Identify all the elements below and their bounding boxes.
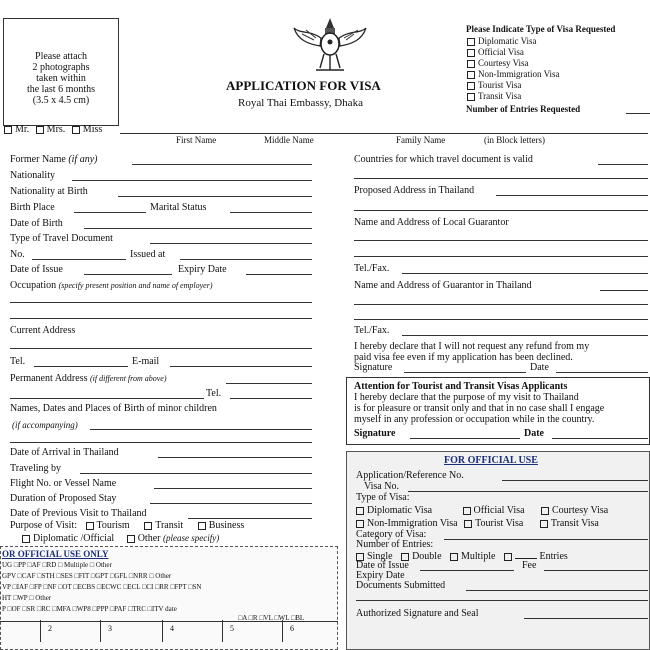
checkbox-icon[interactable] <box>467 38 475 46</box>
grid-cell-number: 3 <box>108 624 112 633</box>
grid-cell-number: 2 <box>48 624 52 633</box>
checkbox-icon[interactable] <box>467 93 475 101</box>
code: ECL <box>127 583 141 591</box>
entries-option-label: Single <box>367 551 393 562</box>
code: AF <box>31 561 41 569</box>
code: UG <box>2 561 13 569</box>
traveling-by-label: Traveling by <box>10 463 62 474</box>
official-type-label: Tourist Visa <box>475 518 524 529</box>
entries-option-label: Double <box>412 551 442 562</box>
number-of-entries-label: Number of Entries: <box>356 539 434 550</box>
code: FPT <box>174 583 187 591</box>
photo-line: 2 photographs <box>32 62 90 73</box>
code: Other <box>95 561 112 569</box>
official-type-label: Official Visa <box>473 505 525 516</box>
code: WP8 <box>76 605 91 613</box>
code: SN <box>192 583 202 591</box>
minor-children-label: Names, Dates and Places of Birth of minor children <box>10 403 217 414</box>
travel-doc-field[interactable] <box>150 243 312 244</box>
permanent-address-label <box>10 373 167 384</box>
checkbox-icon[interactable] <box>467 49 475 57</box>
code: WL <box>278 614 290 622</box>
tel2-label: Tel. <box>206 388 222 399</box>
tel2-field[interactable] <box>230 398 312 399</box>
occupation-field-1[interactable] <box>10 302 312 303</box>
grid-cell-number: 6 <box>290 624 294 633</box>
tel-fax-1-label: Tel./Fax. <box>354 263 390 274</box>
checkbox-icon[interactable] <box>504 553 512 561</box>
code: A <box>242 614 247 622</box>
visa-option[interactable] <box>467 80 521 90</box>
guarantor-thailand-field-3[interactable] <box>354 319 648 320</box>
documents-submitted-label: Documents Submitted <box>356 580 446 591</box>
official-type-label: Courtesy Visa <box>552 505 609 516</box>
official-date-issue-label: Date of Issue <box>356 560 409 571</box>
code: HT <box>2 594 12 602</box>
purpose-row-2 <box>22 533 219 544</box>
app-ref-label: Application/Reference No. <box>356 470 464 481</box>
birth-place-field[interactable] <box>74 212 146 213</box>
code: SR <box>26 605 36 613</box>
code: TRC <box>132 605 146 613</box>
code: ECBS <box>77 583 96 591</box>
permanent-address-field-1[interactable] <box>226 383 312 384</box>
attention-line: myself in any profession or occupation while in the country. <box>354 414 595 425</box>
code: WP <box>17 594 28 602</box>
official-code-row: UG □PP □AF □RD □ Multiple □ Other <box>2 561 112 569</box>
checkbox-icon[interactable] <box>144 522 152 530</box>
official-visa-type-row-2 <box>356 518 599 529</box>
code: BL <box>295 614 305 622</box>
refund-date-label: Date <box>530 362 549 373</box>
fee-label: Fee <box>522 560 537 571</box>
visa-option[interactable] <box>467 47 524 57</box>
grid-cell-number: 4 <box>170 624 174 633</box>
former-name-field[interactable] <box>132 164 312 165</box>
code: Other <box>35 594 52 602</box>
marital-status-label: Marital Status <box>150 202 207 213</box>
code: RC <box>41 605 51 613</box>
middle-name-caption: Middle Name <box>264 135 314 145</box>
occupation-text: Occupation <box>10 280 57 291</box>
permanent-address-text: Permanent Address <box>10 373 88 384</box>
official-code-row: □A □R □VL □WL □BL <box>238 614 305 622</box>
checkbox-icon[interactable] <box>467 71 475 79</box>
flight-no-label: Flight No. or Vessel Name <box>10 478 117 489</box>
code: CAF <box>21 572 36 580</box>
entries-suffix-label: Entries <box>539 551 568 562</box>
checkbox-icon[interactable] <box>541 507 549 515</box>
local-guarantor-field-2[interactable] <box>354 256 648 257</box>
minor-children-field-1[interactable] <box>90 429 312 430</box>
if-accompanying-note: (if accompanying) <box>12 420 78 430</box>
attention-date-field[interactable] <box>552 438 648 439</box>
previous-visit-label: Date of Previous Visit to Thailand <box>10 508 147 519</box>
photo-box <box>3 18 119 126</box>
authorized-signature-label: Authorized Signature and Seal <box>356 608 479 619</box>
attention-line: I hereby declare that the purpose of my visit to Thailand <box>354 392 579 403</box>
code: Multiple <box>64 561 89 569</box>
code: STH <box>41 572 55 580</box>
official-grid-top <box>0 621 338 622</box>
documents-submitted-field-2[interactable] <box>356 600 648 601</box>
nationality-birth-label: Nationality at Birth <box>10 186 88 197</box>
current-address-label: Current Address <box>10 325 76 336</box>
code: NRR <box>133 572 148 580</box>
issued-at-label: Issued at <box>130 249 166 260</box>
refund-signature-label: Signature <box>354 362 393 373</box>
grid-cell-number: 5 <box>230 624 234 633</box>
code: R <box>252 614 258 622</box>
tel-label: Tel. <box>10 356 26 367</box>
proposed-address-label: Proposed Address in Thailand <box>354 185 475 196</box>
if-any-note: (if any) <box>68 154 98 165</box>
official-code-row: HT □WP □ Other <box>2 594 52 602</box>
expiry-date-label: Expiry Date <box>178 264 227 275</box>
photo-line: Please attach <box>35 51 87 62</box>
attention-heading: Attention for Tourist and Transit Visas Applicants <box>354 381 568 392</box>
code: GPT <box>95 572 109 580</box>
documents-submitted-field-1[interactable] <box>466 590 648 591</box>
purpose-transit-label: Transit <box>155 520 184 531</box>
countries-valid-field-2[interactable] <box>354 178 648 179</box>
checkbox-icon[interactable] <box>463 507 471 515</box>
checkbox-icon[interactable] <box>22 535 30 543</box>
visa-option-label: Courtesy Visa <box>478 58 529 68</box>
refund-declaration-line-1: I hereby declare that I will not request any refund from my <box>354 341 590 352</box>
grid-divider <box>282 620 283 642</box>
code: ECWC <box>101 583 122 591</box>
former-name-label <box>10 154 97 165</box>
code: OF <box>11 605 21 613</box>
type-of-visa-label: Type of Visa: <box>356 492 410 503</box>
tel-fax-1-field[interactable] <box>402 273 648 274</box>
entries-requested-field[interactable] <box>626 113 650 114</box>
checkbox-icon[interactable] <box>127 535 135 543</box>
first-name-caption: First Name <box>176 135 217 145</box>
checkbox-icon[interactable] <box>86 522 94 530</box>
visa-option[interactable] <box>467 91 521 101</box>
proposed-address-field-1[interactable] <box>496 195 648 196</box>
former-name-text: Former Name <box>10 154 66 165</box>
family-name-caption: Family Name <box>396 135 446 145</box>
tel-field[interactable] <box>34 366 128 367</box>
code: CI <box>146 583 154 591</box>
photo-line: taken within <box>36 73 86 84</box>
proposed-address-field-2[interactable] <box>354 210 648 211</box>
checkbox-icon[interactable] <box>464 520 472 528</box>
occupation-field-2[interactable] <box>10 318 312 319</box>
category-field[interactable] <box>444 539 648 540</box>
date-arrival-label: Date of Arrival in Thailand <box>10 447 119 458</box>
code: ITV date <box>151 605 177 613</box>
authorized-signature-field[interactable] <box>524 618 648 619</box>
full-name-field[interactable] <box>120 133 648 134</box>
purpose-other-label: Other <box>137 533 161 544</box>
countries-valid-label: Countries for which travel document is valid <box>354 154 533 165</box>
current-address-field[interactable] <box>10 348 312 349</box>
minor-children-field-2[interactable] <box>10 442 312 443</box>
checkbox-icon[interactable] <box>356 507 364 515</box>
traveling-by-field[interactable] <box>80 473 312 474</box>
marital-status-field[interactable] <box>230 212 312 213</box>
travel-doc-label: Type of Travel Document <box>10 233 113 244</box>
duration-field[interactable] <box>150 503 312 504</box>
visa-option-label: Transit Visa <box>478 91 522 101</box>
attention-signature-label: Signature <box>354 428 396 439</box>
nationality-field[interactable] <box>72 180 312 181</box>
checkbox-icon[interactable] <box>198 522 206 530</box>
code: VP <box>2 583 11 591</box>
doc-number-label: No. <box>10 249 25 260</box>
nationality-birth-field[interactable] <box>118 196 312 197</box>
purpose-tourism-label: Tourism <box>96 520 130 531</box>
birth-place-label: Birth Place <box>10 202 55 213</box>
visa-option-label: Official Visa <box>478 47 524 57</box>
code: MFA <box>56 605 71 613</box>
grid-divider <box>162 620 163 642</box>
code: NF <box>47 583 57 591</box>
code: OT <box>62 583 72 591</box>
app-ref-field[interactable] <box>502 480 648 481</box>
title-mrs-label: Mrs. <box>46 124 66 135</box>
code: RR <box>159 583 169 591</box>
block-letters-caption: (in Block letters) <box>484 135 545 145</box>
garuda-emblem-icon <box>292 14 368 74</box>
official-use-only-heading: OR OFFICIAL USE ONLY <box>2 549 109 559</box>
code: PPP <box>96 605 109 613</box>
attention-line: is for pleasure or transit only and that in no case shall I engage <box>354 403 605 414</box>
grid-divider <box>40 620 41 642</box>
title-options <box>4 124 102 135</box>
checkbox-icon[interactable] <box>72 126 80 134</box>
visa-type-heading: Please Indicate Type of Visa Requested <box>466 24 616 34</box>
grid-divider <box>222 620 223 642</box>
code: FIT <box>78 572 90 580</box>
code: RD <box>46 561 57 569</box>
visa-option[interactable] <box>467 58 529 68</box>
refund-signature-field[interactable] <box>404 372 526 373</box>
code: GFL <box>114 572 128 580</box>
occupation-note: (specify present position and name of employer) <box>58 281 213 290</box>
code: PP <box>18 561 26 569</box>
email-label: E-mail <box>132 356 160 367</box>
visa-no-label: Visa No. <box>364 481 399 492</box>
tel-fax-2-label: Tel./Fax. <box>354 325 390 336</box>
checkbox-icon[interactable] <box>467 60 475 68</box>
official-code-row: P □OF □SR □RC □MFA □WP8 □PPP □PAF □TRC □ITV date <box>2 605 177 613</box>
permanent-address-note: (if different from above) <box>90 374 167 383</box>
purpose-row-1 <box>10 520 244 531</box>
visa-option-label: Tourist Visa <box>478 80 522 90</box>
fee-field[interactable] <box>544 570 648 571</box>
title-miss-label: Miss <box>82 124 103 135</box>
refund-declaration-line-2: paid visa fee even if my application has been declined. <box>354 352 573 363</box>
category-label: Category of Visa: <box>356 529 427 540</box>
entries-requested-label: Number of Entries Requested <box>466 104 581 114</box>
form-subtitle: Royal Thai Embassy, Dhaka <box>238 97 363 109</box>
duration-label: Duration of Proposed Stay <box>10 493 117 504</box>
attention-signature-field[interactable] <box>410 438 520 439</box>
form-title: APPLICATION FOR VISA <box>226 78 381 93</box>
visa-no-field[interactable] <box>408 491 648 492</box>
expiry-date-field[interactable] <box>246 274 312 275</box>
official-expiry-label: Expiry Date <box>356 570 405 581</box>
entries-count-field[interactable] <box>515 550 537 559</box>
visa-option[interactable] <box>467 69 560 79</box>
purpose-business-label: Business <box>208 520 245 531</box>
purpose-label: Purpose of Visit: <box>10 520 77 531</box>
previous-visit-field[interactable] <box>188 518 312 519</box>
official-visa-type-row-1 <box>356 505 608 516</box>
visa-option-label: Non-Immigration Visa <box>478 69 560 79</box>
checkbox-icon[interactable] <box>467 82 475 90</box>
date-arrival-field[interactable] <box>158 457 312 458</box>
checkbox-icon[interactable] <box>540 520 548 528</box>
date-of-issue-field[interactable] <box>84 274 172 275</box>
code: FP <box>33 583 42 591</box>
official-type-label: Diplomatic Visa <box>367 505 433 516</box>
visa-option[interactable] <box>467 36 537 46</box>
issued-at-field[interactable] <box>180 259 312 260</box>
date-of-birth-field[interactable] <box>84 228 312 229</box>
official-type-label: Transit Visa <box>550 518 599 529</box>
photo-line: (3.5 x 4.5 cm) <box>32 95 90 106</box>
checkbox-icon[interactable] <box>4 126 12 134</box>
code: IAF <box>16 583 28 591</box>
guarantor-thailand-label: Name and Address of Guarantor in Thailand <box>354 280 532 291</box>
official-code-row: VP □IAF □FP □NF □OT □ECBS □ECWC □ECL □CI □RR □FPT □SN <box>2 583 202 591</box>
visa-option-label: Diplomatic Visa <box>478 36 537 46</box>
purpose-diplomatic-label: Diplomatic /Official <box>33 533 115 544</box>
attention-date-label: Date <box>524 428 544 439</box>
date-of-issue-label: Date of Issue <box>10 264 63 275</box>
official-use-heading: FOR OFFICIAL USE <box>444 455 538 466</box>
countries-valid-field-1[interactable] <box>598 164 648 165</box>
entries-option-label: Multiple <box>461 551 496 562</box>
flight-no-field[interactable] <box>154 488 312 489</box>
code: SES <box>60 572 73 580</box>
local-guarantor-label: Name and Address of Local Guarantor <box>354 217 509 228</box>
please-specify-note: (please specify) <box>162 533 220 543</box>
checkbox-icon[interactable] <box>356 520 364 528</box>
checkbox-icon[interactable] <box>36 126 44 134</box>
title-mr-label: Mr. <box>15 124 30 135</box>
guarantor-thailand-field-1[interactable] <box>600 290 648 291</box>
local-guarantor-field-1[interactable] <box>354 240 648 241</box>
code: Other <box>155 572 172 580</box>
official-type-label: Non-Immigration Visa <box>367 518 458 529</box>
date-of-birth-label: Date of Birth <box>10 218 63 229</box>
occupation-label <box>10 280 212 291</box>
official-date-issue-field[interactable] <box>420 570 514 571</box>
official-code-row: GPV □CAF □STH □SES □FIT □GPT □GFL □NRR □ Other <box>2 572 172 580</box>
code: PAF <box>114 605 127 613</box>
doc-number-field[interactable] <box>32 259 126 260</box>
grid-divider <box>100 620 101 642</box>
tel-fax-2-field[interactable] <box>402 335 648 336</box>
refund-date-field[interactable] <box>556 372 648 373</box>
code: P <box>2 605 6 613</box>
nationality-label: Nationality <box>10 170 55 181</box>
guarantor-thailand-field-2[interactable] <box>354 304 648 305</box>
code: VL <box>263 614 273 622</box>
permanent-address-field-2[interactable] <box>10 398 204 399</box>
email-field[interactable] <box>170 366 312 367</box>
code: GPV <box>2 572 16 580</box>
photo-line: the last 6 months <box>26 84 96 95</box>
checkbox-icon[interactable] <box>450 553 458 561</box>
